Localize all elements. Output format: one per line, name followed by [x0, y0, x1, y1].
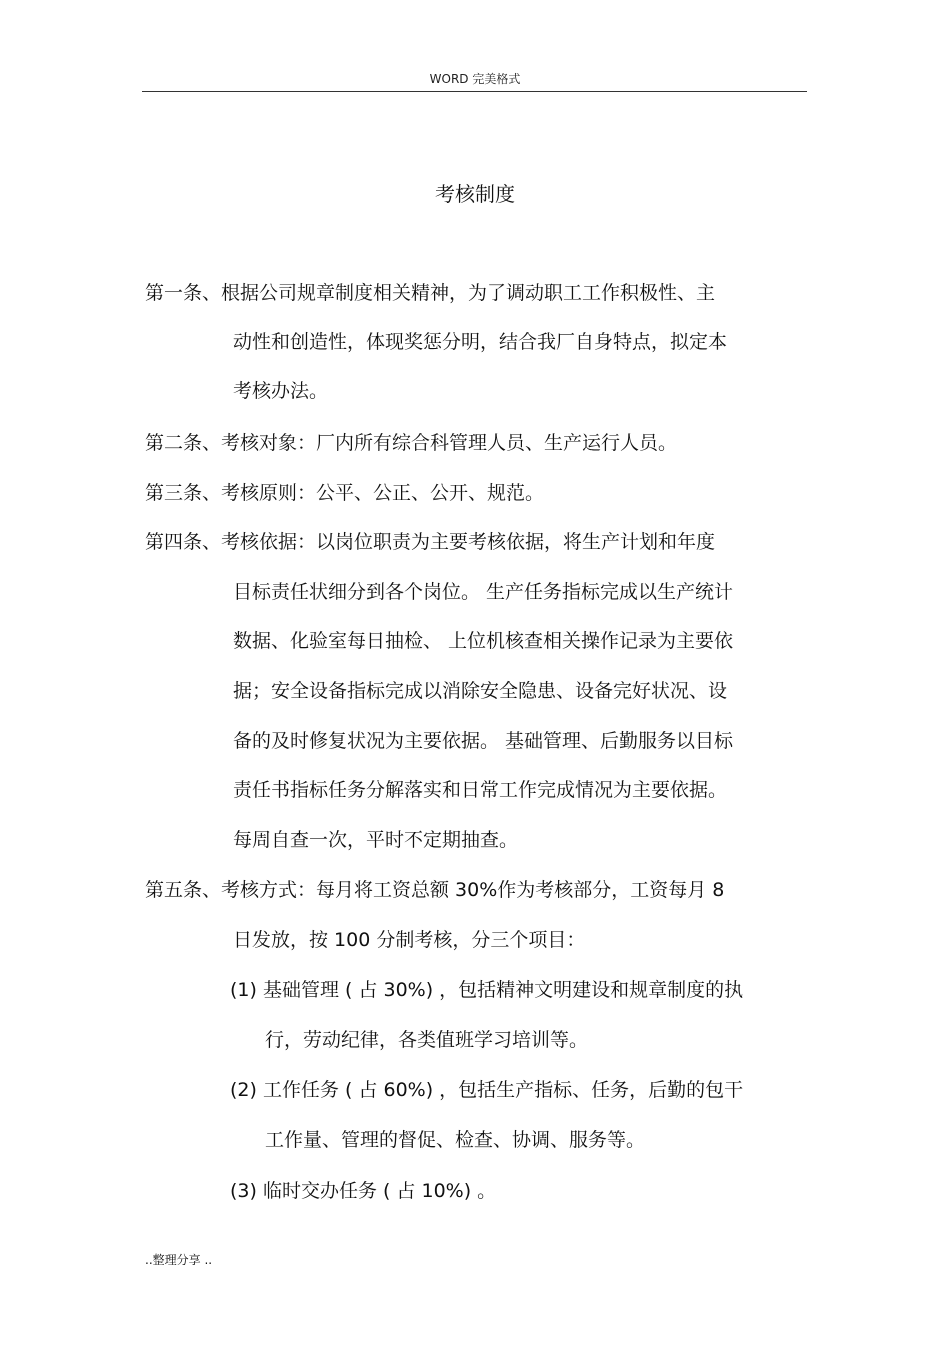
article-4-line-2: 目标责任状细分到各个岗位。 生产任务指标完成以生产统计	[233, 581, 734, 603]
item-3-line-1: (3) 临时交办任务 ( 占 10%) 。	[230, 1180, 497, 1202]
article-1-line-1: 第一条、根据公司规章制度相关精神，为了调动职工工作积极性、主	[145, 282, 716, 304]
article-4-line-3: 数据、化验室每日抽检、 上位机核查相关操作记录为主要依	[233, 630, 734, 652]
article-2-line-1: 第二条、考核对象：厂内所有综合科管理人员、生产运行人员。	[145, 432, 678, 454]
page-footer: ..整理分享 ..	[145, 1253, 213, 1267]
item-1-line-1: (1) 基础管理 ( 占 30%) ，包括精神文明建设和规章制度的执	[230, 979, 744, 1001]
article-5-line-2: 日发放，按 100 分制考核，分三个项目：	[233, 929, 586, 951]
header-rule	[142, 91, 807, 92]
article-4-line-4: 据；安全设备指标完成以消除安全隐患、设备完好状况、设	[233, 680, 728, 702]
page-header: WORD 完美格式	[429, 72, 521, 86]
article-4-line-7: 每周自查一次，平时不定期抽查。	[233, 829, 519, 851]
article-4-line-1: 第四条、考核依据：以岗位职责为主要考核依据，将生产计划和年度	[145, 531, 716, 553]
item-2-line-1: (2) 工作任务 ( 占 60%) ，包括生产指标、任务，后勤的包干	[230, 1079, 744, 1101]
article-4-line-5: 备的及时修复状况为主要依据。 基础管理、后勤服务以目标	[233, 730, 734, 752]
article-3-line-1: 第三条、考核原则：公平、公正、公开、规范。	[145, 482, 545, 504]
item-1-line-2: 行，劳动纪律，各类值班学习培训等。	[265, 1029, 589, 1051]
article-4-line-6: 责任书指标任务分解落实和日常工作完成情况为主要依据。	[233, 779, 728, 801]
article-1-line-2: 动性和创造性，体现奖惩分明，结合我厂自身特点，拟定本	[233, 331, 728, 353]
article-1-line-3: 考核办法。	[233, 380, 329, 402]
item-2-line-2: 工作量、管理的督促、检查、协调、服务等。	[265, 1129, 646, 1151]
article-5-line-1: 第五条、考核方式：每月将工资总额 30%作为考核部分，工资每月 8	[145, 879, 725, 901]
document-title: 考核制度	[435, 182, 515, 206]
